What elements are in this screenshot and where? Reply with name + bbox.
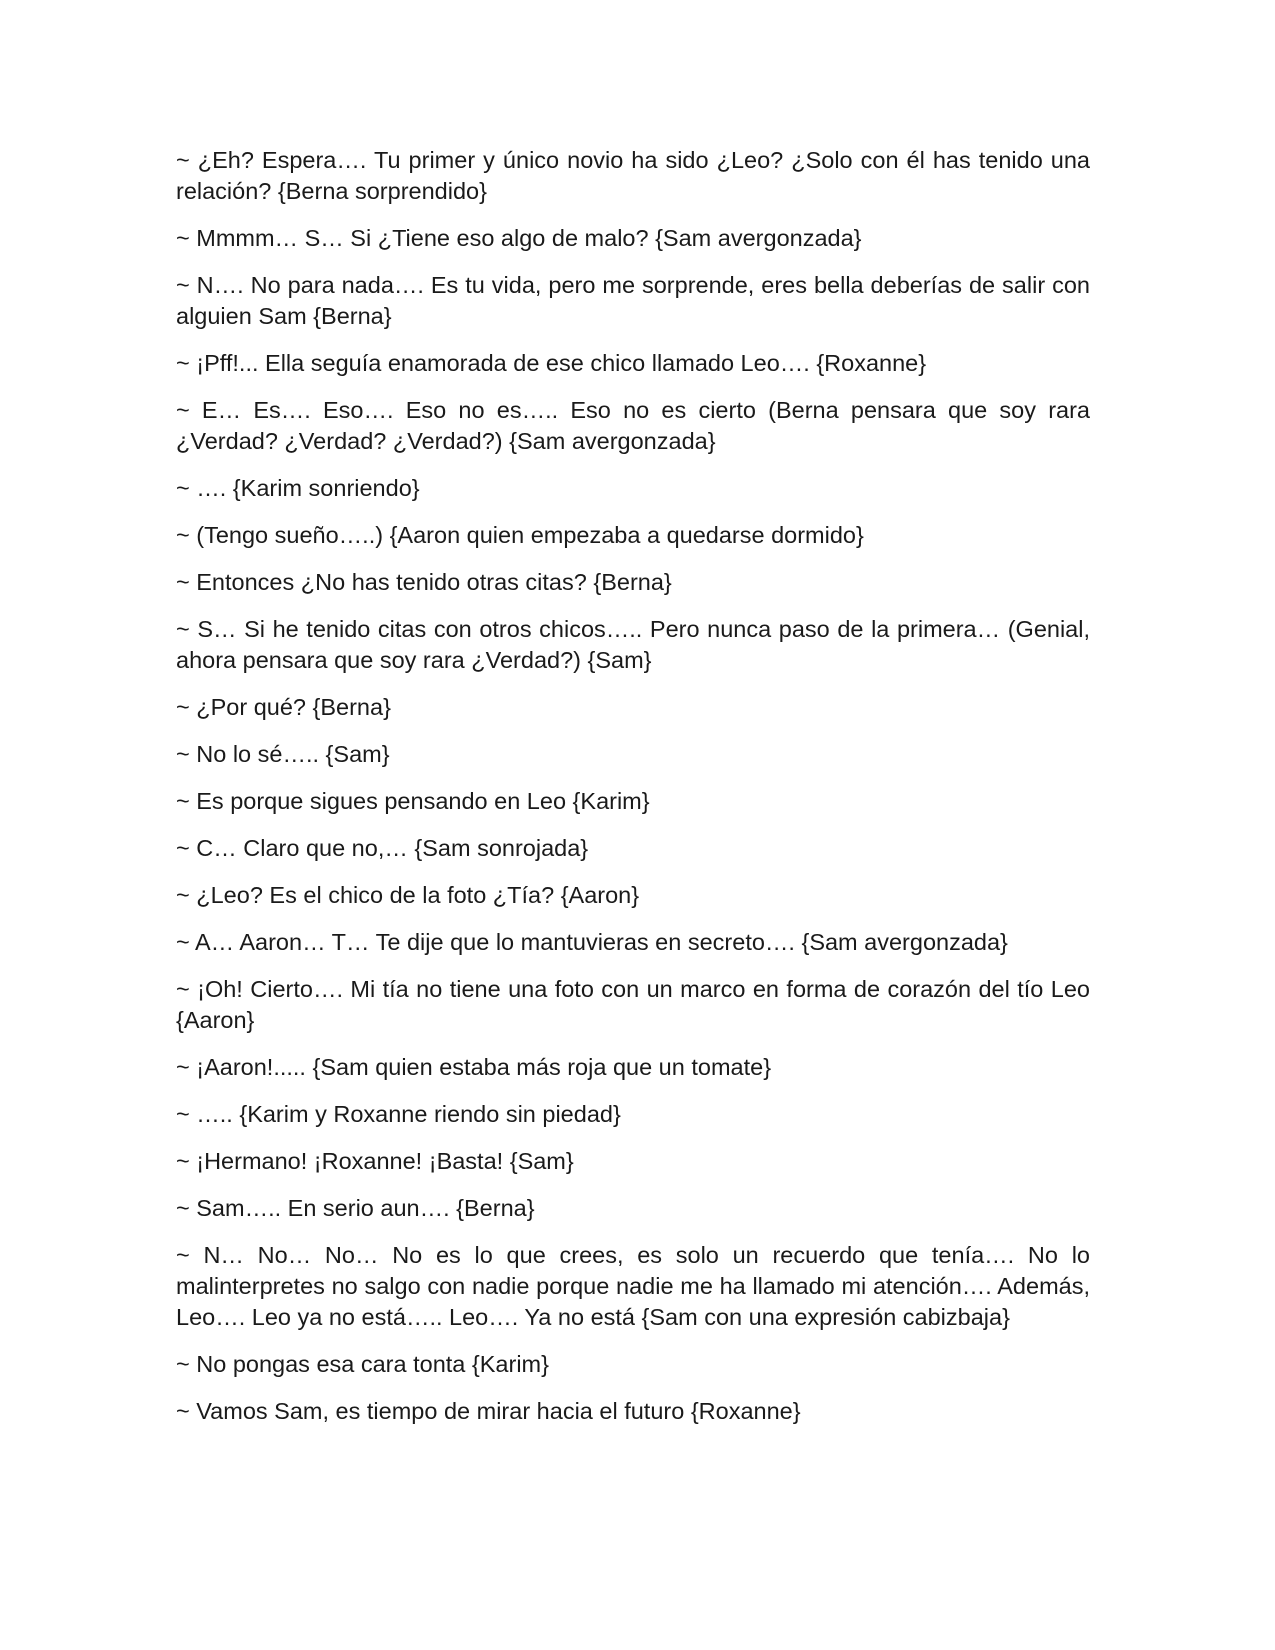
dialogue-line: ~ Es porque sigues pensando en Leo {Karim}: [176, 788, 650, 814]
dialogue-line: ~ No lo sé….. {Sam}: [176, 741, 390, 767]
dialogue-line: ~ Vamos Sam, es tiempo de mirar hacia el futuro {Roxanne}: [176, 1398, 801, 1424]
dialogue-line: ~ ¡Aaron!..... {Sam quien estaba más roja que un tomate}: [176, 1054, 772, 1080]
dialogue-line: ~ ….. {Karim y Roxanne riendo sin piedad}: [176, 1101, 621, 1127]
dialogue-line: ~ ¡Hermano! ¡Roxanne! ¡Basta! {Sam}: [176, 1148, 574, 1174]
dialogue-line: ~ Sam….. En serio aun…. {Berna}: [176, 1195, 535, 1221]
dialogue-line: ~ ¿Por qué? {Berna}: [176, 694, 391, 720]
dialogue-line: ~ C… Claro que no,… {Sam sonrojada}: [176, 835, 589, 861]
dialogue-line: ~ N… No… No… No es lo que crees, es solo un recuerdo que tenía…. No lo malinterpretes no salgo con nadie porque nadie me ha llamado mi atención…. Además, Leo…. Leo ya no está….. Leo…. Ya no está {Sam con una expresión cabizbaja}: [176, 1242, 1090, 1330]
dialogue-line: ~ No pongas esa cara tonta {Karim}: [176, 1351, 549, 1377]
dialogue-line: ~ N…. No para nada…. Es tu vida, pero me sorprende, eres bella deberías de salir con alguien Sam {Berna}: [176, 272, 1090, 329]
dialogue-line: ~ Mmmm… S… Si ¿Tiene eso algo de malo? {Sam avergonzada}: [176, 225, 862, 251]
dialogue-line: ~ ¡Pff!... Ella seguía enamorada de ese chico llamado Leo…. {Roxanne}: [176, 350, 927, 376]
dialogue-line: ~ A… Aaron… T… Te dije que lo mantuvieras en secreto…. {Sam avergonzada}: [176, 929, 1008, 955]
document-page: [176, 145, 1090, 1443]
dialogue-line: ~ ¡Oh! Cierto…. Mi tía no tiene una foto con un marco en forma de corazón del tío Leo {Aaron}: [176, 976, 1090, 1033]
dialogue-line: ~ Entonces ¿No has tenido otras citas? {Berna}: [176, 569, 672, 595]
dialogue-line: ~ E… Es…. Eso…. Eso no es….. Eso no es cierto (Berna pensara que soy rara ¿Verdad? ¿Verdad? ¿Verdad?) {Sam avergonzada}: [176, 397, 1090, 454]
dialogue-line: ~ S… Si he tenido citas con otros chicos….. Pero nunca paso de la primera… (Genial, ahora pensara que soy rara ¿Verdad?) {Sam}: [176, 616, 1090, 673]
dialogue-line: ~ (Tengo sueño…..) {Aaron quien empezaba a quedarse dormido}: [176, 522, 864, 548]
dialogue-line: ~ ¿Eh? Espera…. Tu primer y único novio ha sido ¿Leo? ¿Solo con él has tenido una relación? {Berna sorprendido}: [176, 147, 1090, 204]
dialogue-line: ~ ¿Leo? Es el chico de la foto ¿Tía? {Aaron}: [176, 882, 640, 908]
dialogue-line: ~ …. {Karim sonriendo}: [176, 475, 420, 501]
